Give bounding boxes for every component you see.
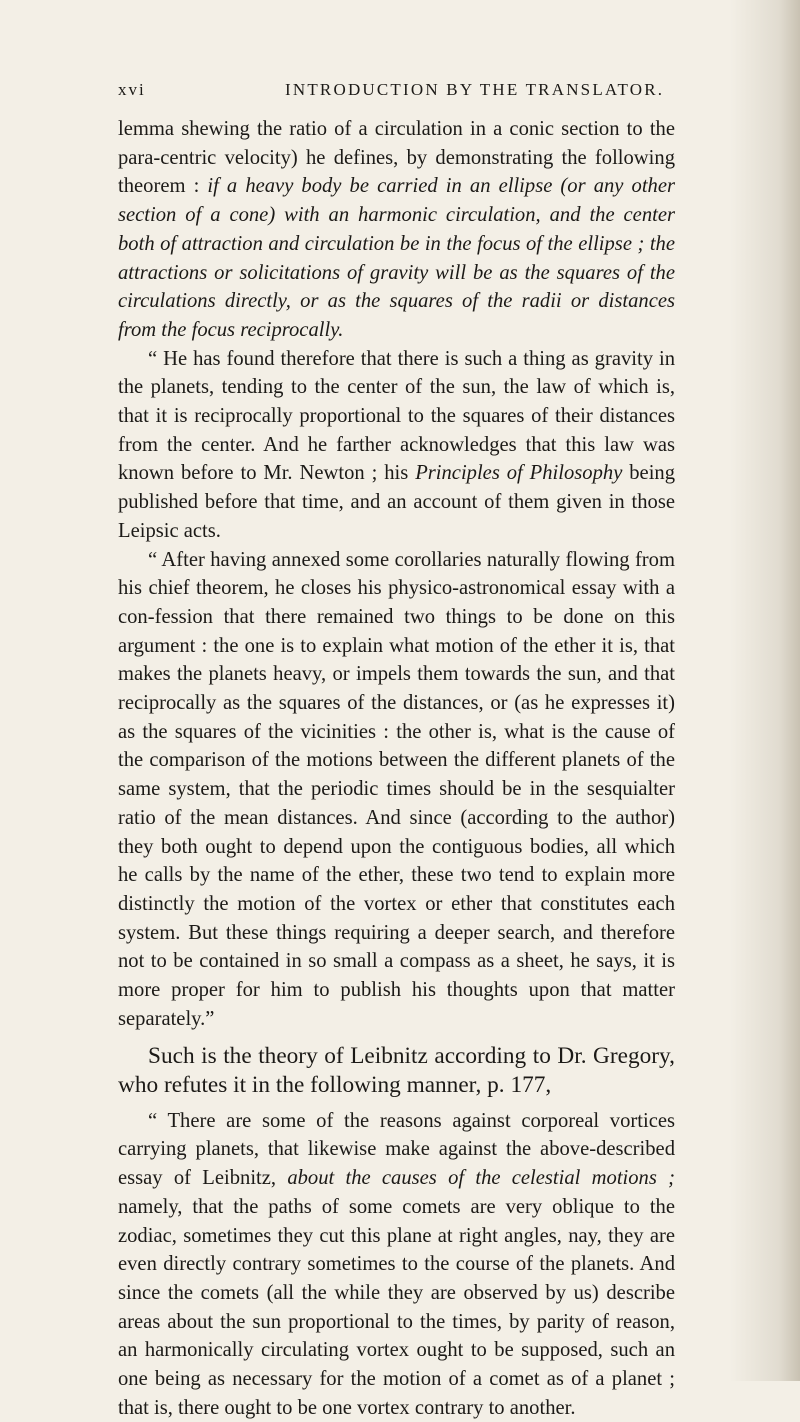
paragraph-1 bbox=[118, 115, 675, 345]
page-number: xvi bbox=[118, 80, 146, 99]
paragraph-5-text-a: “ There are some of the reasons against corporeal vortices carrying planets, that likewise make against the above-described essay of Leibnitz, bbox=[118, 1109, 675, 1190]
paragraph-2-text-c: being published before that time, and an account of them given in those Leipsic acts. bbox=[118, 462, 676, 542]
paragraph-2 bbox=[118, 345, 675, 546]
body-text bbox=[118, 115, 675, 1422]
essay-title-italic: about the causes of the celestial motions ; bbox=[287, 1167, 675, 1190]
theorem-italic: if a heavy body be carried in an ellipse (or any other section of a cone) with an harmonic circulation, and the center both of attraction and circulation be in the focus of the ellipse ; the attractions or solicitations of gravity will be as the squares of the circulations directly, or as the squares of the radii or distances from the focus reciprocally. bbox=[118, 175, 675, 341]
paragraph-3: “ After having annexed some corollaries naturally flowing from his chief theorem, he closes his physico-astronomical essay with a con-fession that there remained two things to be done on this argument : the one is to explain what motion of the ether it is, that makes the planets heavy, or impels them towards the sun, and that reciprocally as the squares of the distances, or (as he expresses it) as the squares of the vicinities : the other is, what is the cause of the comparison of the motions between the different planets of the same system, that the periodic times should be in the sesquialter ratio of the mean distances. And since (according to the author) they both ought to depend upon the contiguous bodies, all which he calls by the name of the ether, these two tend to explain more distinctly the motion of the vortex or ether that constitutes each system. But these things requiring a deeper search, and therefore not to be contained in so small a compass as a sheet, he says, it is more proper for him to publish his thoughts upon that matter separately.” bbox=[118, 548, 675, 1030]
paragraph-2-text-a: “ He has found therefore that there is such a thing as gravity in the planets, tending to the center of the sun, the law of which is, that it is reciprocally proportional to the squares of their distances from the center. And he farther acknowledges that this law was known before to Mr. Newton ; his bbox=[118, 347, 675, 485]
book-title-italic: Principles of Philosophy bbox=[415, 462, 623, 485]
paragraph-5-text-c: namely, that the paths of some comets are very oblique to the zodiac, sometimes they cut this plane at right angles, nay, they are even directly contrary sometimes to the course of the planets. And since the comets (all the while they are observed by us) describe areas about the sun proportional to the times, by parity of reason, an harmonically circulating vortex ought to be supposed, such an one being as necessary for the motion of a comet as of a planet ; that is, there ought to be one vortex contrary to another. bbox=[118, 1195, 675, 1419]
page-edge-shadow bbox=[730, 0, 800, 1381]
paragraph-5 bbox=[118, 1107, 675, 1422]
paragraph-4: Such is the theory of Leibnitz according to Dr. Gregory, who refutes it in the following manner, p. 177, bbox=[118, 1042, 675, 1099]
running-head: INTRODUCTION BY THE TRANSLATOR. bbox=[285, 80, 665, 99]
paragraph-1-text: lemma shewing the ratio of a circulation in a conic section to the para-centric velocity) he defines, by demonstrating the following theorem : bbox=[118, 118, 675, 198]
